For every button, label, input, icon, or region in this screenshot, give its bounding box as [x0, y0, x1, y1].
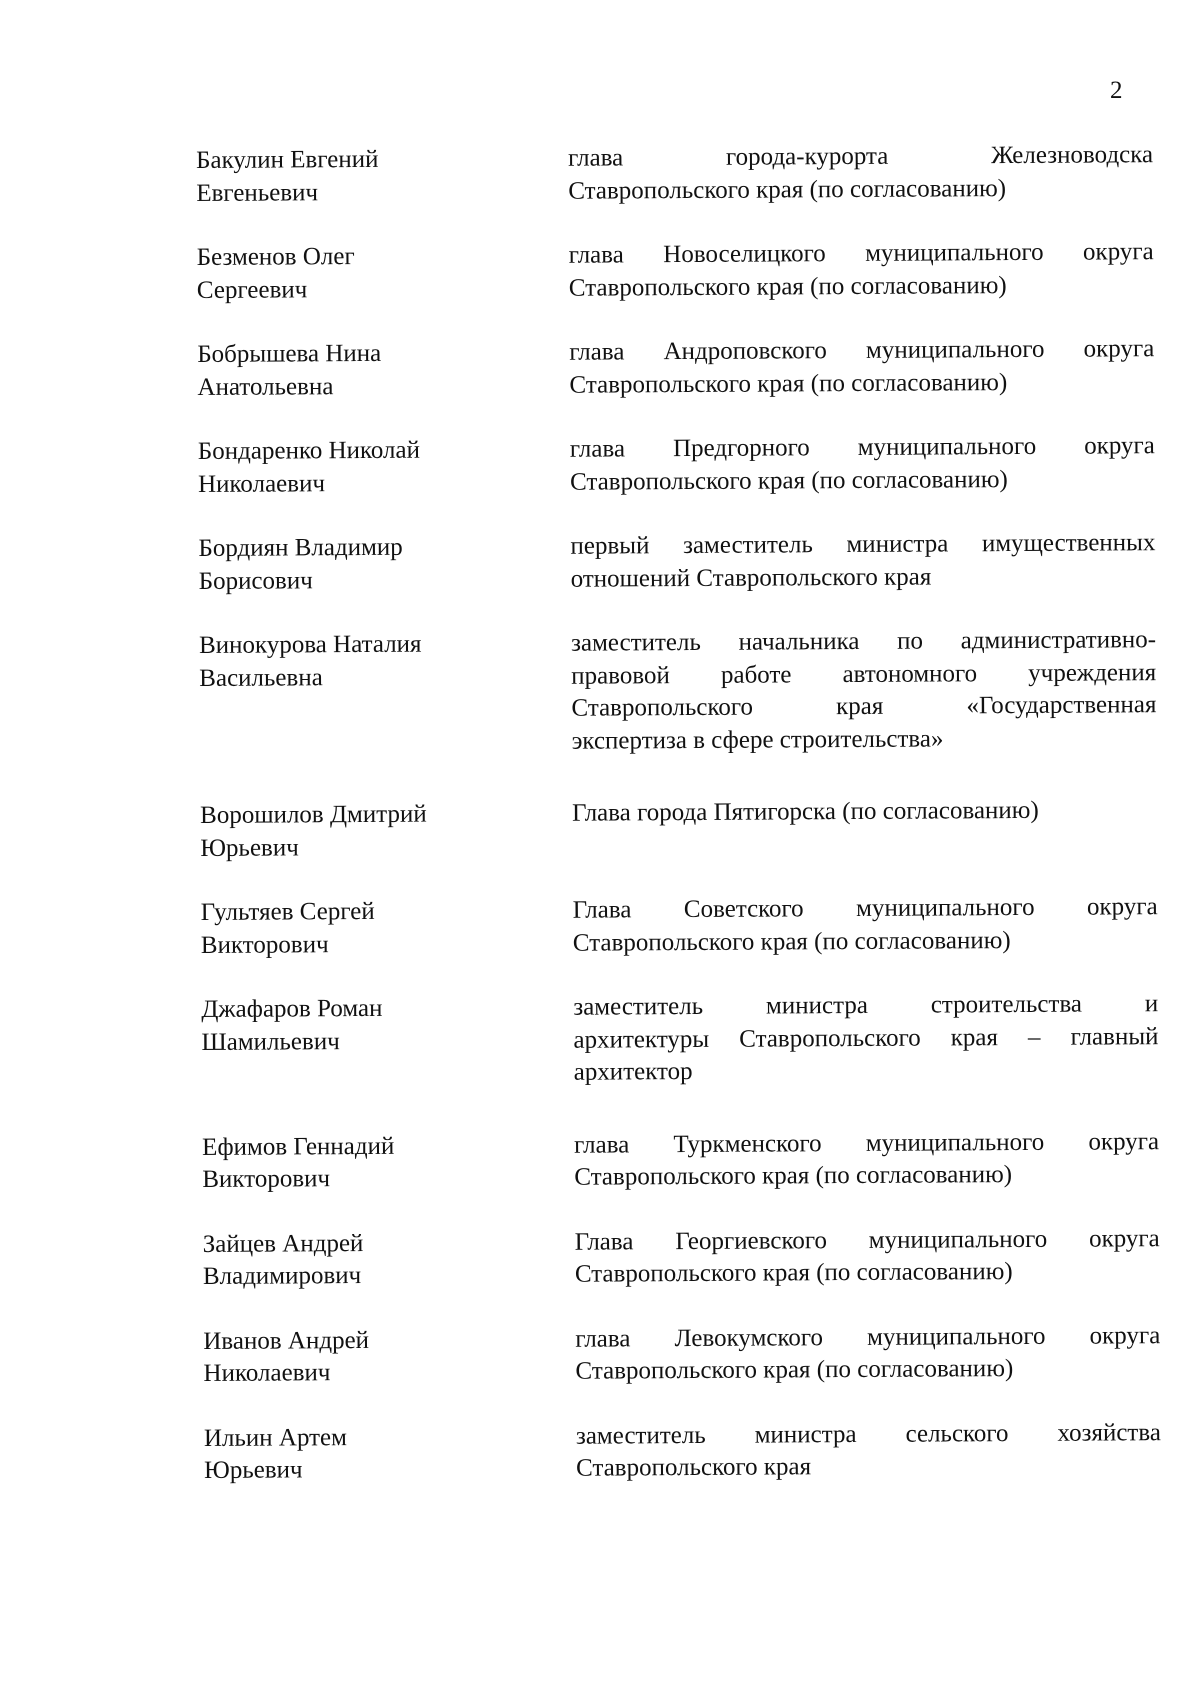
member-entry — [201, 891, 1161, 962]
member-patronymic: Николаевич — [203, 1359, 331, 1387]
member-surname-name: Бондаренко Николай — [197, 436, 421, 465]
member-surname-name: Бакулин Евгений — [196, 145, 379, 174]
member-surname-name: Ильин Артем — [203, 1423, 347, 1452]
member-position — [576, 1417, 1161, 1486]
member-entry — [201, 988, 1162, 1091]
position-line: Ставропольского края (по согласованию) — [568, 271, 1007, 302]
member-entry — [197, 333, 1157, 404]
member-position — [573, 891, 1158, 960]
member-name — [203, 1226, 575, 1293]
member-position — [575, 1320, 1160, 1389]
position-line: Глава Георгиевского муниципального округа — [574, 1224, 1160, 1256]
member-patronymic: Евгеньевич — [196, 178, 319, 207]
member-patronymic: Сергеевич — [196, 275, 308, 304]
member-position — [573, 988, 1159, 1089]
member-name — [198, 531, 570, 598]
position-line: экспертиза в сфере строительства» — [571, 724, 944, 755]
member-surname-name: Зайцев Андрей — [202, 1229, 364, 1258]
member-position — [574, 1126, 1159, 1195]
member-name — [202, 1129, 574, 1196]
member-position — [570, 430, 1155, 499]
position-line: Ставропольского края (по согласованию) — [575, 1355, 1014, 1385]
member-surname-name: Джафаров Роман — [201, 994, 383, 1023]
member-position — [570, 527, 1155, 596]
member-entry — [198, 430, 1158, 501]
member-position — [569, 236, 1154, 305]
position-line: заместитель министра строительства и — [573, 990, 1159, 1021]
member-list — [196, 139, 1164, 1519]
position-line: архитектор — [573, 1057, 693, 1086]
member-position — [568, 139, 1153, 208]
position-line: Ставропольского края (по согласованию) — [572, 926, 1011, 957]
member-surname-name: Ворошилов Дмитрий — [200, 800, 427, 829]
page-number: 2 — [1110, 77, 1123, 104]
position-line: глава Новоселицкого муниципального округа — [568, 238, 1154, 269]
member-surname-name: Бордиян Владимир — [198, 533, 403, 562]
position-line: глава города-курорта Железноводска — [568, 141, 1154, 172]
member-entry — [196, 139, 1156, 210]
member-name — [196, 143, 568, 210]
member-entry — [202, 1126, 1162, 1197]
member-surname-name: Иванов Андрей — [203, 1326, 370, 1355]
position-line: заместитель начальника по административно- — [570, 626, 1157, 657]
position-line: отношений Ставропольского края — [570, 563, 932, 593]
member-patronymic: Владимирович — [202, 1262, 362, 1290]
member-entry — [204, 1417, 1164, 1488]
position-line: заместитель министра сельского хозяйства — [575, 1418, 1161, 1450]
position-line: Ставропольского края (по согласованию) — [569, 465, 1008, 496]
member-patronymic: Шамильевич — [201, 1027, 340, 1056]
member-surname-name: Ефимов Геннадий — [202, 1132, 395, 1161]
member-patronymic: Борисович — [198, 566, 313, 595]
member-surname-name: Безменов Олег — [196, 243, 355, 271]
member-name — [197, 240, 569, 307]
member-name — [197, 337, 569, 404]
member-name — [203, 1323, 575, 1390]
member-patronymic: Николаевич — [197, 469, 326, 498]
member-name — [201, 992, 574, 1092]
member-entry — [203, 1223, 1163, 1294]
position-line: Ставропольского края (по согласованию) — [569, 368, 1008, 399]
position-line: правовой работе автономного учреждения — [571, 658, 1157, 690]
member-patronymic: Юрьевич — [200, 833, 299, 862]
member-position — [571, 624, 1157, 758]
member-entry — [203, 1320, 1163, 1391]
position-line: Глава Советского муниципального округа — [572, 893, 1158, 924]
position-line: Ставропольского края (по согласованию) — [574, 1258, 1013, 1288]
member-patronymic: Викторович — [200, 930, 329, 959]
member-patronymic: Викторович — [202, 1165, 331, 1193]
position-line: Ставропольского края — [576, 1453, 812, 1482]
member-surname-name: Гультяев Сергей — [200, 897, 375, 926]
member-name — [198, 434, 570, 501]
member-position — [572, 794, 1157, 863]
position-line: глава Предгорного муниципального округа — [569, 432, 1155, 463]
member-patronymic: Анатольевна — [197, 372, 334, 401]
position-line: Ставропольского края «Государственная — [571, 691, 1157, 722]
position-line: архитектуры Ставропольского края – главный — [573, 1022, 1159, 1054]
position-line: первый заместитель министра имущественных — [570, 529, 1156, 560]
member-entry — [198, 527, 1158, 598]
member-name — [199, 628, 572, 760]
member-patronymic: Васильевна — [199, 663, 323, 692]
member-surname-name: Бобрышева Нина — [197, 339, 382, 368]
member-patronymic: Юрьевич — [204, 1456, 303, 1484]
position-line: Глава города Пятигорска (по согласованию) — [572, 796, 1039, 827]
position-line: глава Андроповского муниципального округа — [569, 335, 1155, 366]
position-line: глава Туркменского муниципального округа — [574, 1127, 1160, 1159]
member-name — [204, 1420, 576, 1487]
member-name — [200, 798, 572, 865]
member-surname-name: Винокурова Наталия — [198, 630, 422, 659]
member-position — [569, 333, 1154, 402]
member-name — [201, 895, 573, 962]
member-position — [575, 1223, 1160, 1292]
position-line: Ставропольского края (по согласованию) — [568, 174, 1007, 205]
member-entry — [200, 794, 1160, 865]
member-entry — [197, 236, 1157, 307]
position-line: Ставропольского края (по согласованию) — [574, 1161, 1013, 1191]
position-line: глава Левокумского муниципального округа — [575, 1321, 1161, 1353]
member-entry — [199, 624, 1160, 760]
